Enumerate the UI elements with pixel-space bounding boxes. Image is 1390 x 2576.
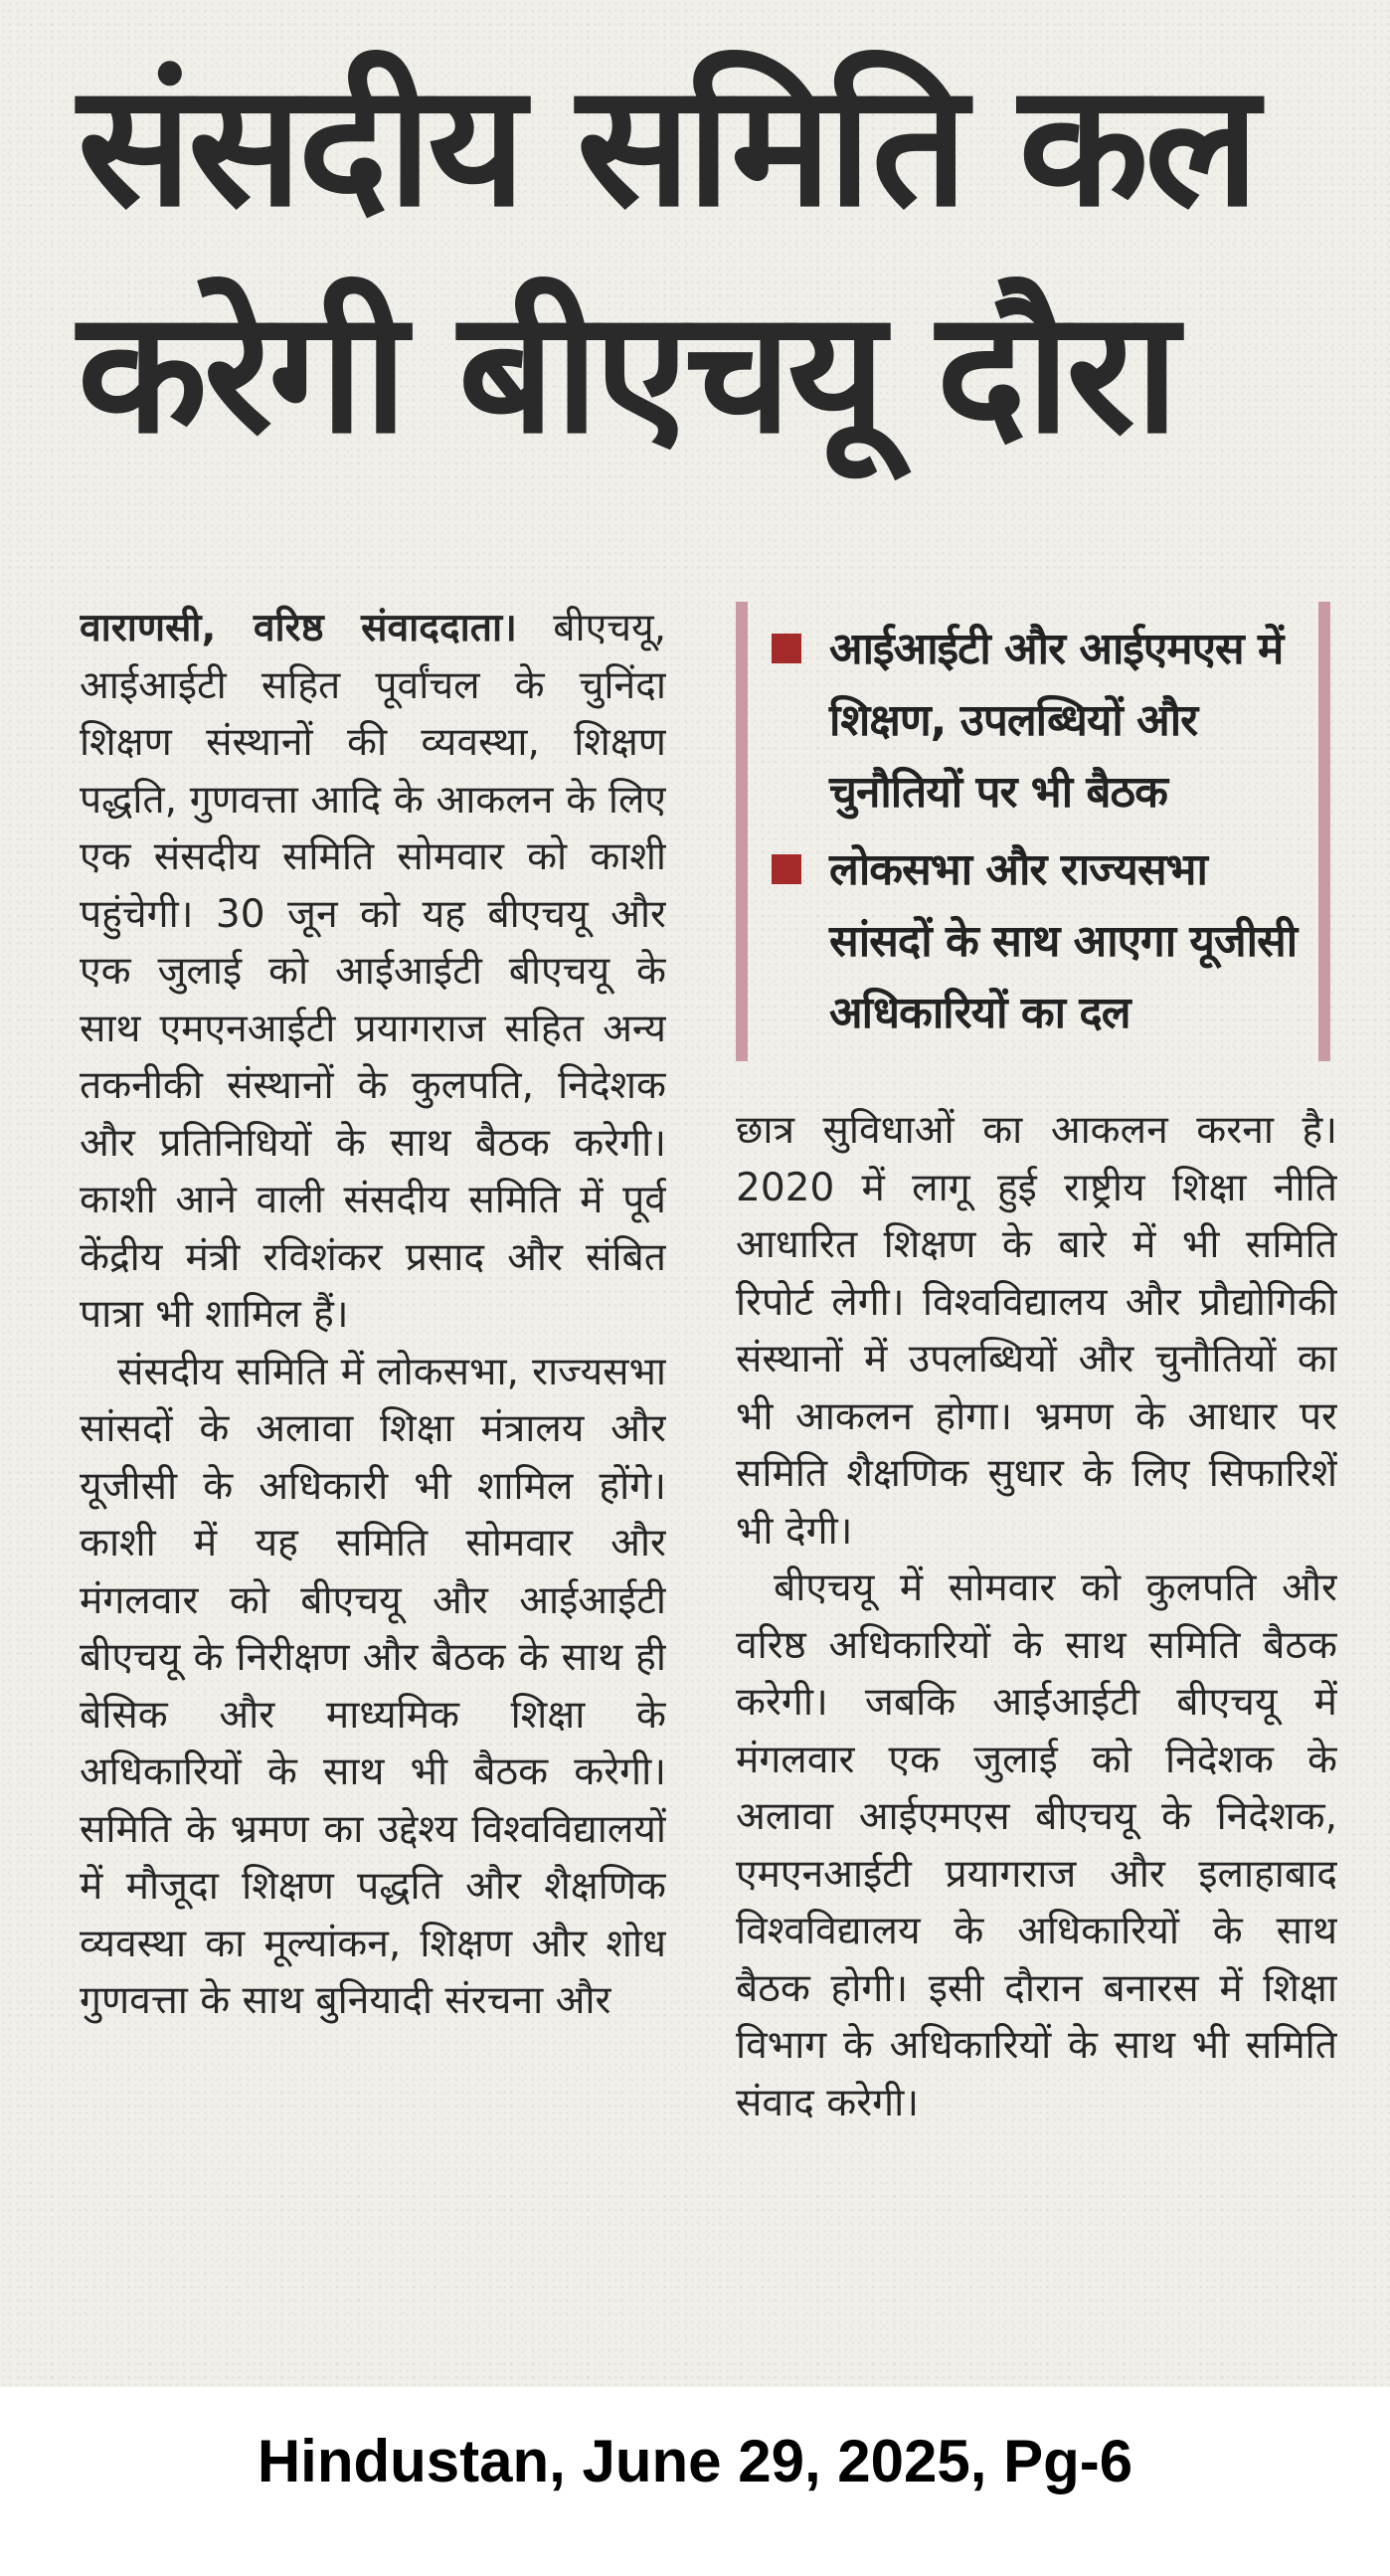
highlight-text: लोकसभा और राज्यसभा सांसदों के साथ आएगा यूजीसी अधिकारियों का दल xyxy=(829,844,1298,1038)
dateline: वाराणसी, वरिष्ठ संवाददाता। xyxy=(80,606,517,650)
highlight-item xyxy=(772,614,1301,828)
article-paragraph-2: संसदीय समिति में लोकसभा, राज्यसभा सांसदों के अलावा शिक्षा मंत्रालय और यूजीसी के अधिकारी भी शामिल होंगे। काशी में यह समिति सोमवार और मंगलवार को बीएचयू और आईआईटी बीएचयू के निरीक्षण और बैठक के साथ ही बेसिक और माध्यमिक शिक्षा के अधिकारियों के साथ भी बैठक करेगी। समिति के भ्रमण का उद्देश्य विश्वविद्यालयों में मौजूदा शिक्षण पद्धति और शैक्षणिक व्यवस्था का मूल्यांकन, शिक्षण और शोध गुणवत्ता के साथ बुनियादी संरचना और xyxy=(80,1349,666,2023)
article-paragraph-1 xyxy=(80,600,666,1344)
article-paragraph-4: बीएचयू में सोमवार को कुलपति और वरिष्ठ अधिकारियों के साथ समिति बैठक करेगी। जबकि आईआईटी बीएचयू में मंगलवार एक जुलाई को निदेशक के अलावा आईएमएस बीएचयू के निदेशक, एमएनआईटी प्रयागराज और इलाहाबाद विश्वविद्यालय के अधिकारियों के साथ बैठक होगी। इसी दौरान बनारस में शिक्षा विभाग के अधिकारियों के साथ भी समिति संवाद करेगी। xyxy=(736,1565,1337,2125)
square-bullet-icon xyxy=(772,854,801,884)
paragraph-1-text: बीएचयू, आईआईटी सहित पूर्वांचल के चुनिंदा शिक्षण संस्थानों की व्यवस्था, शिक्षण पद्धति, गुणवत्ता आदि के आकलन के लिए एक संसदीय समिति सोमवार को काशी पहुंचेगी। 30 जून को यह बीएचयू और एक जुलाई को आईआईटी बीएचयू के साथ एमएनआईटी प्रयागराज सहित अन्य तकनीकी संस्थानों के कुलपति, निदेशक और प्रतिनिधियों के साथ बैठक करेगी। काशी आने वाली संसदीय समिति में पूर्व केंद्रीय मंत्री रविशंकर प्रसाद और संबित पात्रा भी शामिल हैं। xyxy=(80,606,666,1337)
article-left-column xyxy=(80,600,666,2370)
headline-line-1: संसदीय समिति कल xyxy=(78,48,1256,245)
highlight-item xyxy=(772,834,1301,1049)
square-bullet-icon xyxy=(772,634,801,663)
article-paragraph-3: छात्र सुविधाओं का आकलन करना है। 2020 में लागू हुई राष्ट्रीय शिक्षा नीति आधारित शिक्षण के बारे में भी समिति रिपोर्ट लेगी। विश्वविद्यालय और प्रौद्योगिकी संस्थानों में उपलब्धियों और चुनौतियों का भी आकलन होगा। भ्रमण के आधार पर समिति शैक्षणिक सुधार के लिए सिफारिशें भी देगी। xyxy=(736,1108,1337,1554)
article-right-column xyxy=(736,1102,1337,2385)
highlight-text: आईआईटी और आईएमएस में शिक्षण, उपलब्धियों और चुनौतियों पर भी बैठक xyxy=(829,624,1284,818)
highlights-box xyxy=(736,602,1330,1061)
headline-line-2: करेगी बीएचयू दौरा xyxy=(78,275,1175,471)
source-caption: Hindustan, June 29, 2025, Pg-6 xyxy=(257,2428,1133,2494)
